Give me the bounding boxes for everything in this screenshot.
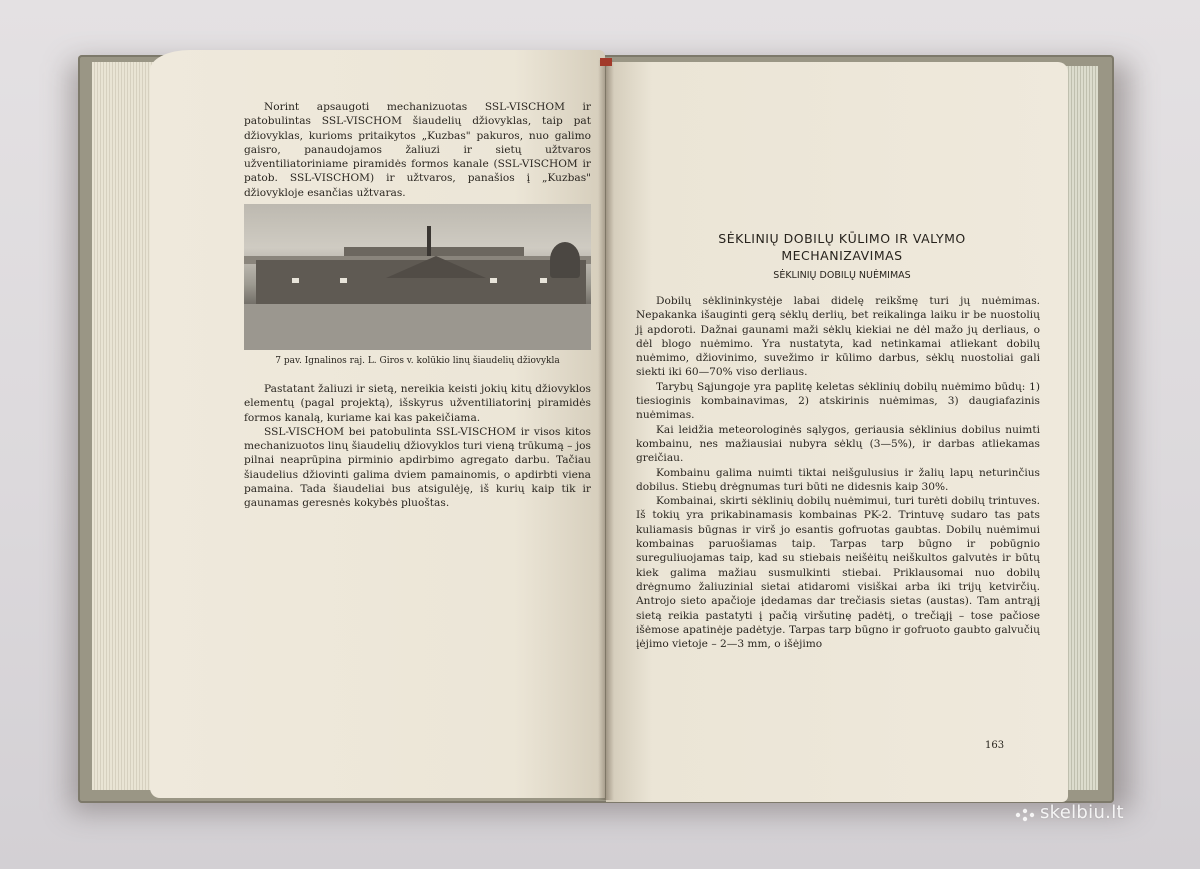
figure-caption: 7 pav. Ignalinos raj. L. Giros v. kolūkio linų šiaudelių džiovykla [275, 356, 560, 366]
right-paragraphs [636, 294, 1040, 651]
section-subtitle: SĖKLINIŲ DOBILŲ NUĖMIMAS [773, 270, 911, 281]
right-paragraph-3: Kai leidžia meteorologinės sąlygos, geriausia sėklinius dobilus nuimti kombainu, nes mažiausiai nubyra sėklų (3—5%), ir darbas atliekamas greičiau. [636, 423, 1040, 465]
right-paragraph-5: Kombainai, skirti sėklinių dobilų nuėmimui, turi turėti dobilų trintuves. Iš tokių yra prikabinamasis kombainas PK-2. Trintuvę sudaro tas pats kuliamasis būgnas ir virš jo esantis gofruotas gaubtas. Dobilų nuėmimui kombainas paruošiamas taip. Tarpas tarp būgno ir pobūgnio sureguliuojamas taip, kad su stiebais neišėitų neiškultos galvutės ir būtų kiek galima mažiau susmulkinti stiebai. Priklausomai nuo dobilų drėgnumo žaliuzinial sietai atidaromi visiškai arba iki trijų ketvirčių. Antrojo sieto apačioje įdedamas dar trečiasis sietas (austas). Tam antrąjį sietą reikia pastatyti į pačią viršutinę padėtį, o trečiąjį – tose pačiose išėmose apatinėje padėtyje. Tarpas tarp būgno ir gofruoto gaubto galvučių įėjimo vietoje – 2—3 mm, o išėjimo [636, 495, 1040, 651]
watermark-text: skelbiu.lt [1040, 802, 1124, 823]
watermark-dots-icon [1014, 806, 1040, 824]
page-number: 163 [985, 740, 1005, 751]
spine-headband [600, 58, 612, 66]
right-paragraph-2: Tarybų Sąjungoje yra paplitę keletas sėklinių dobilų nuėmimo būdų: 1) tiesioginis kombainavimas, 2) atskirinis nuėmimas, 3) daugiafazinis nuėmimas. [636, 380, 1040, 422]
left-paragraphs [244, 382, 591, 511]
left-paragraph-3: SSL-VISCHOM bei patobulinta SSL-VISCHOM ir visos kitos mechanizuotos linų šiaudelių džiovyklos turi vieną trūkumą – jos pilnai neaprūpina pirminio apdirbimo agregato darbu. Tačiau šiaudelius džiovinti galima dviem pamainomis, o apdirbti viena pamaina. Tada šiaudeliai bus atsigulėję, iš kurių kaip tik ir gaunamas geresnės kokybės pluoštas. [244, 425, 591, 510]
building-photo [244, 204, 591, 350]
left-paragraph-1: Norint apsaugoti mechanizuotas SSL-VISCHOM ir patobulintas SSL-VISCHOM šiaudelių džiovyklas, taip pat džiovyklas, kurioms pritaikytos „Kuzbas" pakuros, nuo galimo gaisro, panaudojamos žaliuzi ir sietų užtvaros užventiliatoriniame piramidės formos kanale (SSL-VISCHOM ir patob. SSL-VISCHOM) ir užtvaros, panašios į „Kuzbas" džiovykloje esančias užtvaras. [244, 101, 591, 199]
right-paragraph-4: Kombainu galima nuimti tiktai neišgulusius ir žalių lapų neturinčius dobilus. Stiebų drėgnumas turi būti ne didesnis kaip 30%. [636, 466, 1040, 493]
book-gutter [598, 60, 614, 800]
right-paragraph-1: Dobilų sėklininkystėje labai didelę reikšmę turi jų nuėmimas. Nepakanka išauginti gerą sėklų derlių, bet reikalinga laiku ir be nuostolių jį apdoroti. Dažnai gaunami maži sėklų kiekiai ne dėl mažo jų derliaus, o dėl blogo nuėmimo. Yra nustatyta, kad netinkamai atliekant dobilų nuėmimo, džiovinimo, suvežimo ir kūlimo darbus, sėklų nuostoliai gali siekti iki 60—70% viso derliaus. [636, 295, 1040, 379]
left-paragraph-2: Pastatant žaliuzi ir sietą, nereikia keisti jokių kitų džiovyklos elementų (pagal projektą), išskyrus užventiliatorinį piramidės formos kanalą, kuriame kai kas pakeičiama. [244, 383, 591, 424]
chapter-title: SĖKLINIŲ DOBILŲ KŪLIMO IR VALYMO MECHANIZAVIMAS [718, 231, 966, 263]
